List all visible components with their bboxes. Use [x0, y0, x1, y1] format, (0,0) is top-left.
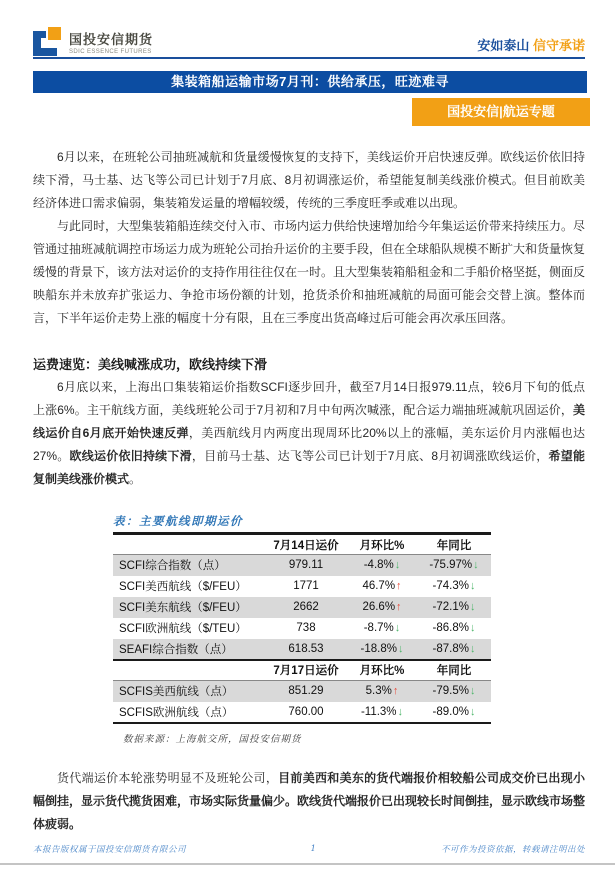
table-row: [113, 576, 491, 597]
header-cell: 年同比: [417, 660, 491, 681]
footer-disclaimer: 不可作为投资依据，转载请注明出处: [440, 845, 585, 855]
row-mom: [347, 597, 417, 618]
company-logo: [33, 27, 153, 56]
arrow-down-icon: ↓: [397, 642, 404, 655]
row-mom: [347, 702, 417, 723]
paragraph: [33, 146, 585, 215]
paragraph: [33, 215, 585, 330]
table-caption: 表：主要航线即期运价: [113, 514, 243, 528]
row-yoy: [417, 597, 491, 618]
text-segment: 美线运价自6月底开始快速反弹: [33, 403, 585, 440]
table-source-note: 数据来源：上海航交所，国投安信期货: [123, 733, 302, 745]
page-footer: [33, 843, 585, 855]
text-segment: ，目前马士基、达飞等公司已计划于7月底、8月初调涨欧线运价，: [191, 449, 549, 463]
paragraph: [33, 376, 585, 491]
paragraph: [33, 767, 585, 836]
arrow-down-icon: ↓: [469, 580, 476, 592]
table-row: [113, 639, 491, 660]
row-yoy: [417, 681, 491, 702]
row-yoy-value: -87.8%: [432, 642, 469, 655]
section-heading: 运费速览：美线喊涨成功，欧线持续下滑: [33, 357, 268, 372]
row-mom: [347, 618, 417, 639]
row-mom: [347, 681, 417, 702]
text-segment: 与此同时，大型集装箱船连续交付入市、市场内运力供给快速增加给今年集运运价带来持续压力。尽管通过抽班减航调控市场运力成为班轮公司抬升运价的主要手段，但在全球船队规模不断扩大和货量恢复缓慢的背景下，该方法对运价的支持作用往往仅在一时。且大型集装箱船租金和二手船价格坚挺，侧面反映船东并未放弃扩张运力、争抢市场份额的计划，抢货杀价和抽班减航的局面可能会交替上演。整体而言，下半年运价走势上涨的幅度十分有限，且在三季度出货高峰过后可能会再次承压回落。: [33, 219, 586, 325]
row-value: 618.53: [288, 642, 324, 655]
company-name: [69, 29, 153, 55]
text-segment: 货代端运价本轮涨势明显不及班轮公司，: [57, 770, 279, 785]
row-yoy-value: -89.0%: [432, 705, 469, 718]
row-value: 979.11: [288, 559, 324, 572]
row-yoy: [417, 618, 491, 639]
slogan-part1: 安如泰山: [477, 38, 530, 53]
row-yoy-value: -75.97%: [429, 559, 473, 572]
table-row: [113, 702, 491, 723]
text-segment: 目前美西和美东的货代端报价相较船公司成交价已出现小幅倒挂，显示货代揽货困难，市场实际货量偏少。欧线货代端报价已出现较长时间倒挂，显示欧线市场整体疲弱。: [33, 770, 586, 831]
table-row: [113, 597, 491, 618]
row-yoy: [417, 702, 491, 723]
row-mom: [347, 639, 417, 660]
row-yoy: [417, 555, 491, 576]
row-yoy-value: -79.5%: [432, 685, 469, 698]
header-cell: [113, 660, 265, 681]
row-mom-value: -11.3%: [360, 705, 397, 718]
rates-table-block: [113, 513, 491, 745]
row-yoy-value: -86.8%: [432, 622, 469, 634]
text-segment: 欧线运价依旧持续下滑: [69, 449, 192, 463]
company-logo-icon: [33, 27, 62, 56]
slogan-part2: 信守承诺: [532, 38, 585, 53]
row-yoy-value: -72.1%: [432, 601, 469, 613]
row-value: 738: [296, 622, 316, 634]
page-header: [33, 22, 585, 56]
company-name-cn: 国投安信期货: [69, 31, 154, 47]
arrow-down-icon: ↓: [397, 705, 404, 718]
rates-table: [113, 532, 491, 724]
arrow-down-icon: ↓: [469, 601, 476, 613]
arrow-up-icon: ↑: [396, 601, 402, 613]
footer-page-number: 1: [310, 844, 317, 854]
header-cell: 月环比%: [347, 534, 417, 555]
row-value: 1771: [293, 580, 319, 592]
report-body: [33, 146, 585, 836]
row-value: 760.00: [288, 705, 324, 718]
arrow-down-icon: ↓: [469, 622, 476, 634]
row-label: SCFIS美西航线（点）: [119, 686, 234, 699]
header-cell: 月环比%: [347, 660, 417, 681]
arrow-down-icon: ↓: [394, 559, 401, 572]
arrow-up-icon: ↑: [396, 580, 402, 592]
arrow-down-icon: ↓: [469, 705, 476, 718]
row-label: SCFI美东航线（$/FEU）: [119, 602, 247, 614]
table-row: [113, 681, 491, 702]
text-segment: 6月底以来，上海出口集装箱运价指数SCFI逐步回升，截至7月14日报979.11点，较6月下旬的低点上涨6%。主干航线方面，美线班轮公司于7月初和7月中旬两次喊涨，配合运力端抽班减航巩固运价，: [33, 380, 585, 417]
header-cell: 年同比: [417, 534, 491, 555]
table-header-row: [113, 534, 491, 555]
row-mom-value: -8.7%: [363, 622, 394, 634]
row-mom: [347, 555, 417, 576]
row-yoy: [417, 576, 491, 597]
row-label: SCFIS欧洲航线（点）: [119, 706, 234, 719]
text-segment: 希望能复制美线涨价模式: [33, 449, 585, 486]
header-divider: [33, 57, 585, 59]
arrow-up-icon: ↑: [392, 685, 399, 698]
text-segment: ，美西航线月内两度出现周环比20%以上的涨幅，美东运价月内涨幅也达27%。: [33, 426, 585, 463]
arrow-down-icon: ↓: [469, 642, 476, 655]
arrow-down-icon: ↓: [469, 685, 476, 698]
text-segment: 6月以来，在班轮公司抽班减航和货量缓慢恢复的支持下，美线运价开启快速反弹。欧线运价依旧持续下滑，马士基、达飞等公司已计划于7月底、8月初调涨运价，希望能复制美线涨价模式。但目前欧美经济体进口需求偏弱，集装箱发运量的增幅较缓，传统的三季度旺季或难以出现。: [33, 150, 585, 210]
row-label: SCFI欧洲航线（$/TEU）: [119, 623, 247, 635]
row-mom-value: -18.8%: [360, 642, 397, 655]
row-mom: [347, 576, 417, 597]
row-value: 2662: [293, 601, 319, 613]
header-cell: 7月17日运价: [265, 660, 347, 681]
table-row: [113, 618, 491, 639]
topic-banner: 国投安信|航运专题: [412, 98, 590, 126]
page-bottom-divider: [0, 863, 615, 865]
row-yoy: [417, 639, 491, 660]
row-label: SCFI美西航线（$/FEU）: [119, 581, 247, 593]
table-row: [113, 555, 491, 576]
row-mom-value: 46.7%: [362, 580, 396, 592]
arrow-down-icon: ↓: [473, 559, 479, 572]
row-mom-value: -4.8%: [363, 559, 394, 572]
row-yoy-value: -74.3%: [432, 580, 469, 592]
table-header-row: [113, 660, 491, 681]
row-value: 851.29: [288, 685, 324, 698]
row-mom-value: 26.6%: [362, 601, 396, 613]
text-segment: 。: [129, 472, 142, 486]
arrow-down-icon: ↓: [394, 622, 401, 634]
company-slogan: [477, 35, 585, 56]
header-cell: 7月14日运价: [265, 534, 347, 555]
report-title-banner: 集装箱船运输市场7月刊：供给承压，旺迹难寻: [33, 71, 587, 93]
row-label: SEAFI综合指数（点）: [119, 643, 233, 656]
footer-copyright: 本报告版权属于国投安信期货有限公司: [33, 845, 187, 855]
company-name-en: SDIC ESSENCE FUTURES: [69, 48, 152, 55]
row-label: SCFI综合指数（点）: [119, 560, 226, 573]
row-mom-value: 5.3%: [365, 685, 392, 698]
header-cell: [113, 534, 265, 555]
